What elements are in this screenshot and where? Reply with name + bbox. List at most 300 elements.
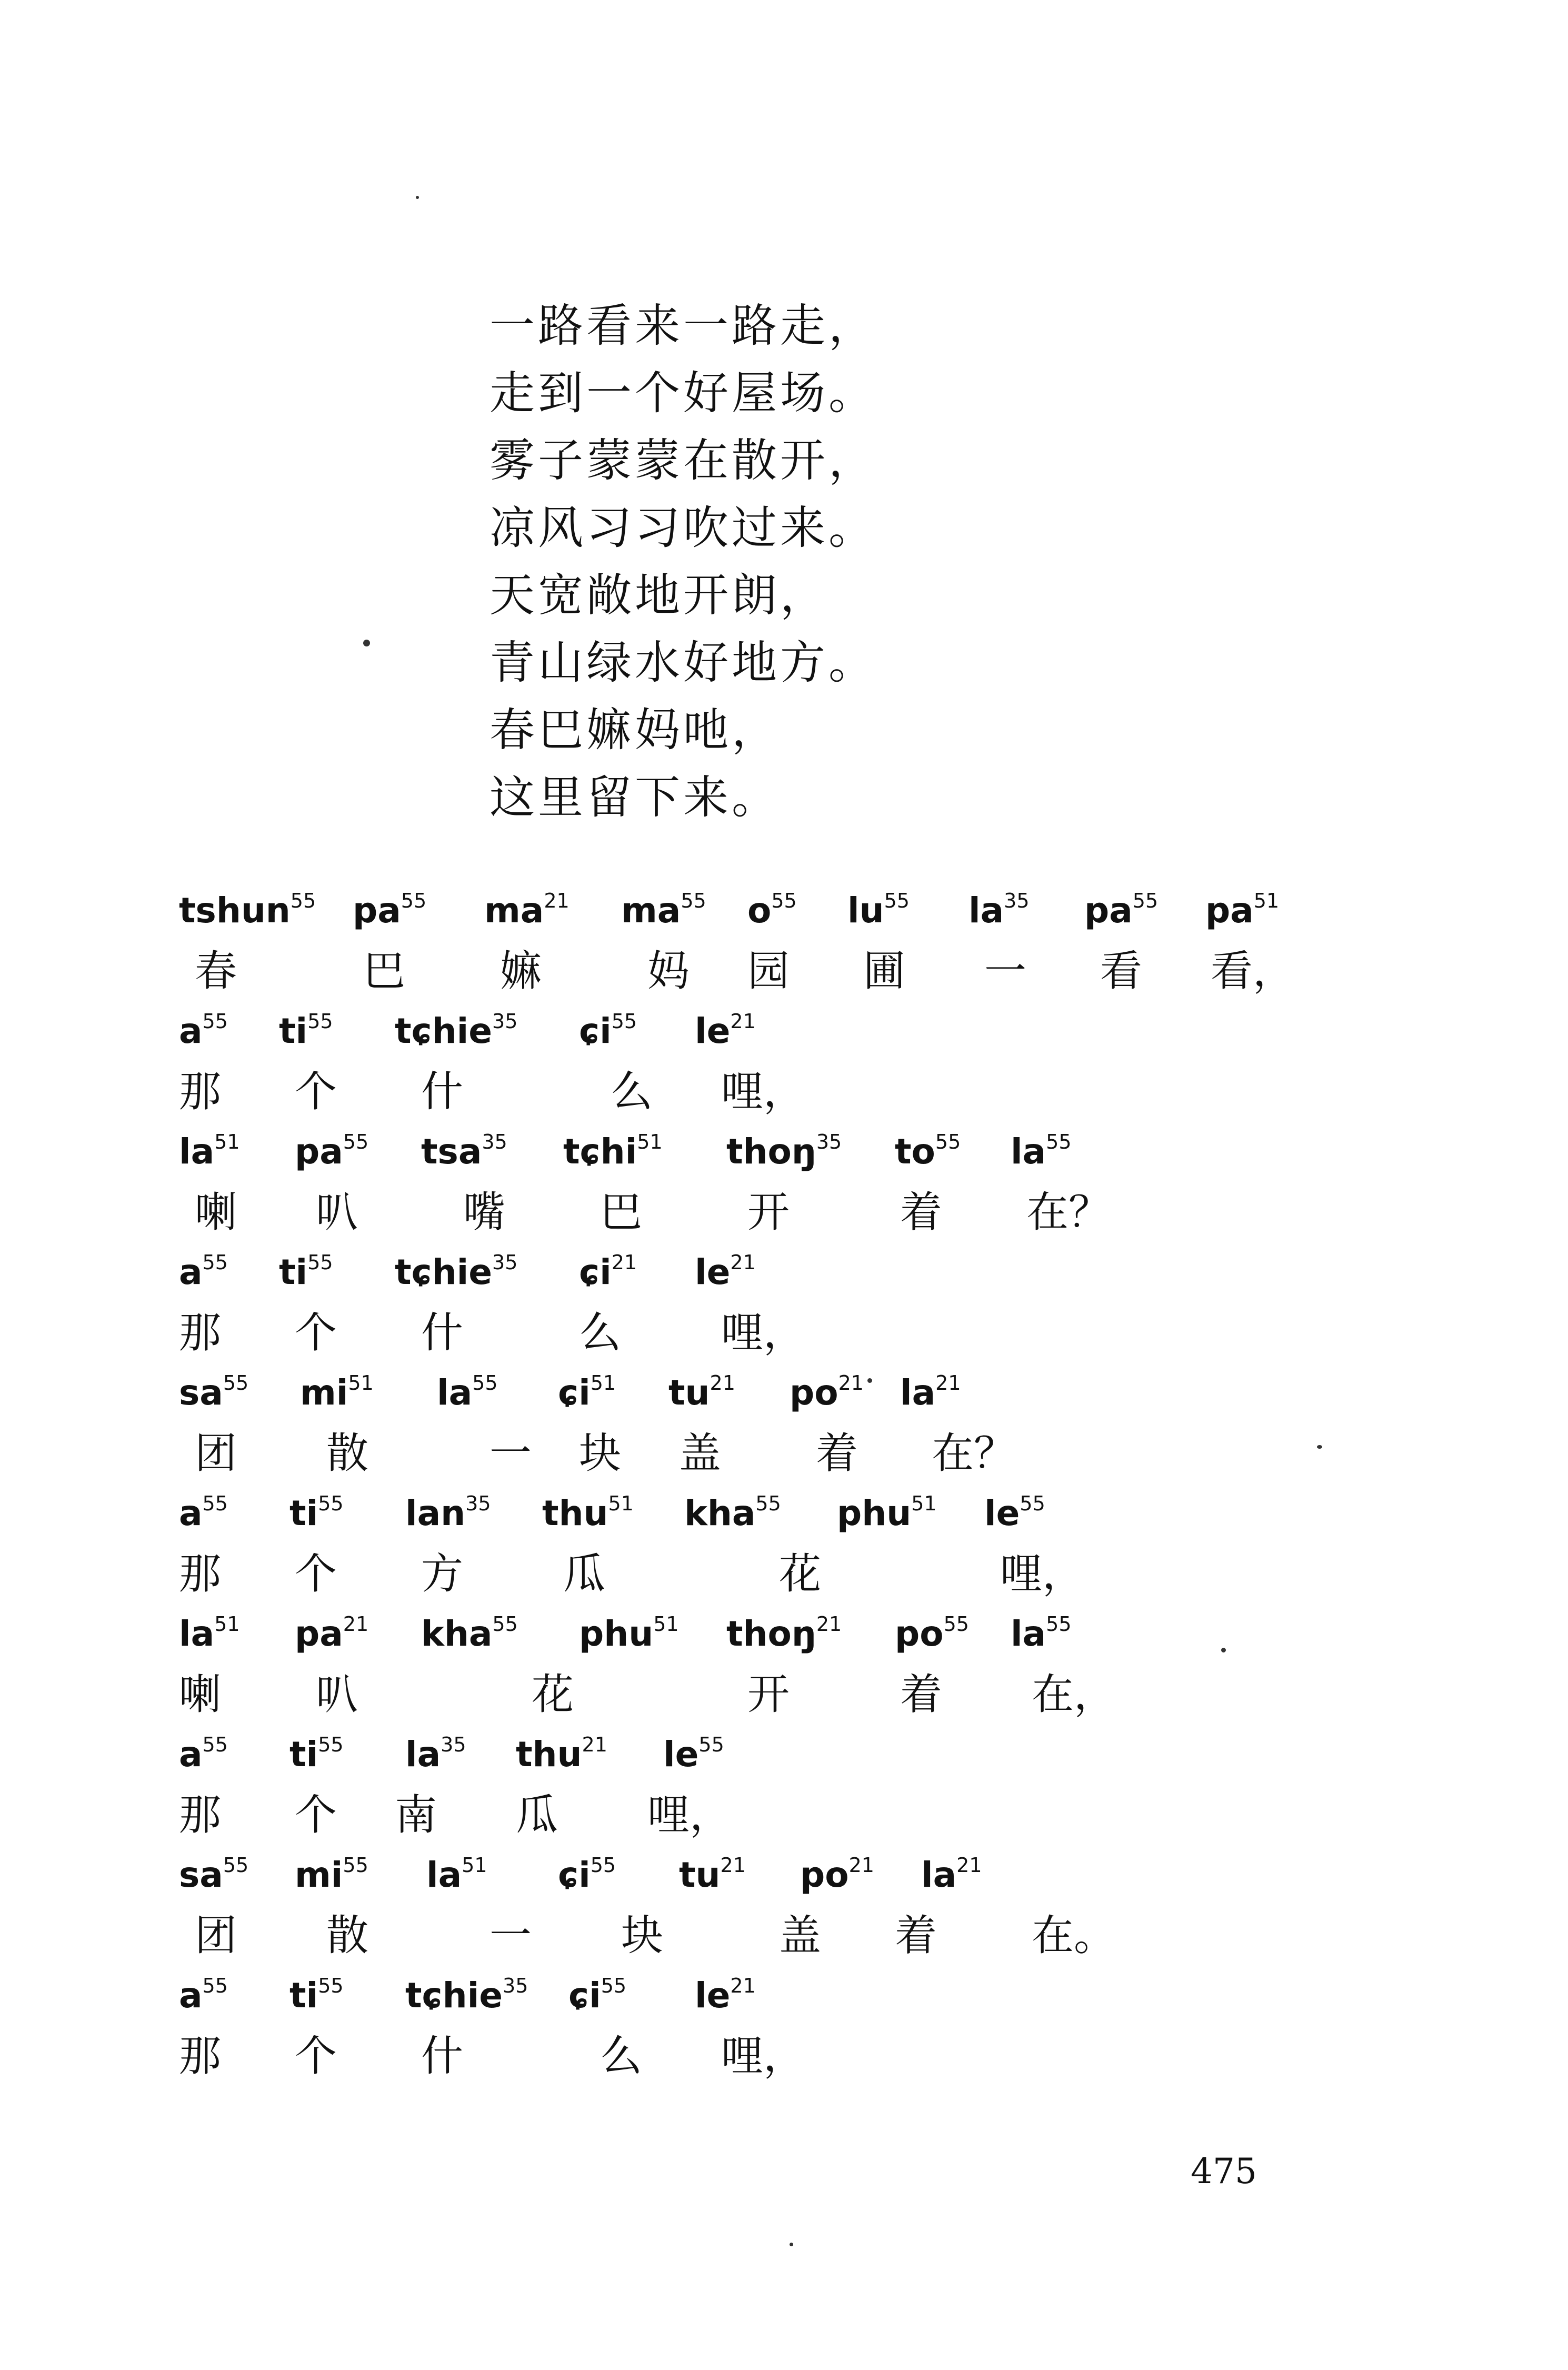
syllable — [179, 1364, 248, 1422]
syllable — [405, 1726, 466, 1784]
gloss-word: 块 — [621, 1911, 663, 1960]
scan-speck — [416, 196, 419, 199]
gloss-word: 巴 — [363, 947, 405, 995]
syllable — [684, 1485, 781, 1542]
syllable-text: a — [179, 1252, 203, 1292]
gloss-word: 什 — [421, 1308, 463, 1357]
tone-number: 55 — [935, 1130, 961, 1153]
page-number: 475 — [1191, 2151, 1257, 2192]
tone-number: 51 — [653, 1612, 679, 1636]
gloss-word: 喇 — [195, 1188, 237, 1237]
poem-line: 走到一个好屋场。 — [490, 367, 877, 420]
gloss-word: 盖 — [679, 1429, 721, 1478]
gloss-row — [179, 1364, 1363, 1485]
tone-number: 51 — [608, 1492, 634, 1515]
tone-number: 35 — [503, 1974, 528, 1997]
syllable-text: o — [747, 890, 772, 931]
chinese-gloss-line — [179, 1181, 1363, 1243]
syllable — [179, 1846, 248, 1904]
tone-number: 51 — [1253, 889, 1280, 912]
gloss-word: 嘴 — [463, 1188, 505, 1237]
syllable — [563, 1123, 663, 1181]
tone-number: 55 — [343, 1130, 369, 1153]
syllable — [484, 882, 570, 940]
phonetic-line — [179, 1726, 1363, 1784]
syllable — [847, 882, 910, 940]
syllable — [395, 1002, 517, 1060]
syllable — [895, 1123, 961, 1181]
gloss-word: 团 — [195, 1911, 237, 1960]
syllable-text: a — [179, 1734, 203, 1775]
tone-number: 35 — [482, 1130, 507, 1153]
tone-number: 21 — [730, 1010, 756, 1033]
gloss-word: 方 — [421, 1549, 463, 1598]
gloss-word: 团 — [195, 1429, 237, 1478]
gloss-word: 哩， — [1000, 1549, 1084, 1598]
gloss-word: 那 — [179, 1308, 221, 1357]
tone-number: 21 — [343, 1612, 369, 1636]
syllable-text: tshun — [179, 890, 291, 931]
gloss-word: 散 — [326, 1429, 368, 1478]
phonetic-line — [179, 1364, 1363, 1422]
tone-number: 55 — [307, 1010, 333, 1033]
syllable — [558, 1846, 616, 1904]
syllable — [289, 1485, 344, 1542]
tone-number: 55 — [611, 1010, 637, 1033]
gloss-word: 么 — [611, 1067, 653, 1116]
phonetic-line — [179, 1123, 1363, 1181]
syllable — [800, 1846, 874, 1904]
tone-number: 21 — [816, 1612, 842, 1636]
chinese-gloss-line — [179, 1422, 1363, 1485]
syllable-text: thu — [542, 1493, 608, 1533]
tone-number: 55 — [202, 1010, 228, 1033]
syllable — [900, 1364, 961, 1422]
syllable — [289, 1967, 344, 2025]
poem-line: 一路看来一路走， — [490, 300, 877, 352]
gloss-word: 在， — [1032, 1670, 1116, 1719]
gloss-word: 哩， — [721, 1308, 805, 1357]
scan-speck — [867, 1378, 872, 1383]
tone-number: 55 — [601, 1974, 627, 1997]
gloss-word: 在？ — [1026, 1188, 1111, 1237]
scan-speck — [363, 640, 370, 646]
syllable — [421, 1123, 507, 1181]
gloss-word: 开 — [747, 1188, 790, 1237]
tone-number: 55 — [1020, 1492, 1045, 1515]
gloss-word: 一 — [984, 947, 1026, 995]
syllable-text: tsa — [421, 1131, 482, 1172]
syllable — [405, 1967, 528, 2025]
syllable-text: mi — [300, 1372, 348, 1413]
syllable-text: le — [984, 1493, 1020, 1533]
gloss-word: 么 — [600, 2032, 642, 2080]
tone-number: 55 — [343, 1854, 368, 1877]
tone-number: 35 — [465, 1492, 491, 1515]
phonetic-line — [179, 1967, 1363, 2025]
gloss-word: 那 — [179, 1549, 221, 1598]
tone-number: 55 — [698, 1733, 724, 1756]
tone-number: 51 — [462, 1854, 487, 1877]
syllable — [179, 882, 316, 940]
syllable-text: pa — [1084, 890, 1133, 931]
syllable — [179, 1123, 240, 1181]
syllable — [668, 1364, 735, 1422]
gloss-word: 叭 — [316, 1670, 358, 1719]
syllable — [837, 1485, 937, 1542]
tone-number: 21 — [544, 889, 570, 912]
tone-number: 55 — [318, 1492, 344, 1515]
syllable — [790, 1364, 864, 1422]
tone-number: 35 — [1004, 889, 1030, 912]
syllable-text: tɕhi — [563, 1131, 637, 1172]
tone-number: 55 — [202, 1251, 228, 1274]
syllable — [279, 1002, 333, 1060]
syllable — [695, 1967, 756, 2025]
chinese-gloss-line — [179, 940, 1363, 1002]
gloss-word: 在。 — [1032, 1911, 1116, 1960]
syllable-text: la — [426, 1855, 462, 1895]
syllable — [663, 1726, 724, 1784]
syllable — [395, 1243, 517, 1301]
scan-speck — [1317, 1445, 1322, 1449]
syllable — [579, 1605, 679, 1663]
scan-speck — [790, 2243, 793, 2246]
syllable — [353, 882, 426, 940]
syllable-text: kha — [421, 1614, 493, 1654]
syllable-text: le — [695, 1975, 731, 2016]
gloss-word: 哩， — [721, 1067, 805, 1116]
poem-line: 天宽敞地开朗， — [490, 569, 828, 622]
tone-number: 35 — [816, 1130, 842, 1153]
syllable — [558, 1364, 616, 1422]
syllable — [695, 1243, 756, 1301]
syllable-text: a — [179, 1011, 203, 1051]
syllable — [179, 1605, 240, 1663]
syllable-text: la — [179, 1614, 215, 1654]
poem-translation — [490, 292, 877, 831]
gloss-word: 花 — [779, 1549, 821, 1598]
syllable-text: lan — [405, 1493, 466, 1533]
syllable — [179, 1967, 228, 2025]
syllable — [426, 1846, 487, 1904]
gloss-word: 那 — [179, 1790, 221, 1839]
syllable-text: thu — [516, 1734, 582, 1775]
gloss-word: 块 — [579, 1429, 621, 1478]
syllable — [542, 1485, 634, 1542]
syllable — [726, 1605, 842, 1663]
tone-number: 35 — [441, 1733, 466, 1756]
poem-line: 凉风习习吹过来。 — [490, 502, 877, 554]
syllable-text: ti — [289, 1734, 318, 1775]
tone-number: 55 — [202, 1974, 228, 1997]
syllable — [516, 1726, 607, 1784]
gloss-word: 着 — [900, 1670, 942, 1719]
tone-number: 55 — [318, 1974, 344, 1997]
gloss-word: 一 — [490, 1429, 532, 1478]
phonetic-line — [179, 1605, 1363, 1663]
syllable-text: po — [790, 1372, 838, 1413]
gloss-word: 花 — [532, 1670, 574, 1719]
syllable-text: sa — [179, 1372, 223, 1413]
gloss-word: 喇 — [179, 1670, 221, 1719]
gloss-word: 看 — [1100, 947, 1142, 995]
chinese-gloss-line — [179, 1060, 1363, 1123]
tone-number: 35 — [492, 1010, 518, 1033]
syllable — [921, 1846, 982, 1904]
tone-number: 55 — [202, 1733, 228, 1756]
chinese-gloss-line — [179, 1904, 1363, 1967]
tone-number: 55 — [401, 889, 427, 912]
poem-line: 青山绿水好地方。 — [490, 636, 877, 689]
syllable — [1205, 882, 1279, 940]
gloss-word: 巴 — [600, 1188, 642, 1237]
gloss-word: 么 — [579, 1308, 621, 1357]
gloss-word: 着 — [895, 1911, 937, 1960]
syllable-text: ɕi — [579, 1252, 612, 1292]
syllable — [579, 1243, 637, 1301]
syllable-text: sa — [179, 1855, 223, 1895]
syllable-text: ma — [621, 890, 681, 931]
tone-number: 21 — [720, 1854, 746, 1877]
phonetic-line — [179, 1002, 1363, 1060]
syllable-text: tɕhie — [405, 1975, 503, 2016]
tone-number: 51 — [590, 1371, 616, 1395]
phonetic-line — [179, 1243, 1363, 1301]
phonetic-line — [179, 882, 1363, 940]
syllable-text: tɕhie — [395, 1252, 493, 1292]
syllable-text: le — [695, 1011, 731, 1051]
gloss-word: 南 — [395, 1790, 437, 1839]
chinese-gloss-line — [179, 1663, 1363, 1726]
poem-line: 雾子蒙蒙在散开， — [490, 434, 877, 487]
syllable-text: a — [179, 1975, 203, 2016]
syllable-text: tɕhie — [395, 1011, 493, 1051]
tone-number: 21 — [730, 1974, 756, 1997]
gloss-row — [179, 1485, 1363, 1605]
gloss-word: 瓜 — [516, 1790, 558, 1839]
syllable-text: tu — [668, 1372, 710, 1413]
syllable-text: thoŋ — [726, 1131, 816, 1172]
chinese-gloss-line — [179, 1542, 1363, 1605]
syllable-text: la — [968, 890, 1004, 931]
syllable-text: ɕi — [558, 1372, 591, 1413]
gloss-word: 个 — [295, 2032, 337, 2080]
syllable — [300, 1364, 374, 1422]
tone-number: 55 — [755, 1492, 781, 1515]
syllable — [1011, 1123, 1072, 1181]
gloss-word: 个 — [295, 1790, 337, 1839]
tone-number: 55 — [1046, 1130, 1072, 1153]
gloss-word: 瓜 — [563, 1549, 605, 1598]
tone-number: 21 — [848, 1854, 874, 1877]
tone-number: 55 — [1046, 1612, 1072, 1636]
tone-number: 21 — [730, 1251, 756, 1274]
gloss-row — [179, 1243, 1363, 1364]
syllable — [405, 1485, 491, 1542]
syllable-text: to — [895, 1131, 935, 1172]
tone-number: 51 — [637, 1130, 663, 1153]
syllable — [968, 882, 1030, 940]
gloss-word: 散 — [326, 1911, 368, 1960]
gloss-row — [179, 1605, 1363, 1726]
syllable-text: pa — [295, 1131, 343, 1172]
syllable — [437, 1364, 498, 1422]
syllable — [579, 1002, 637, 1060]
gloss-row — [179, 882, 1363, 1002]
tone-number: 55 — [884, 889, 910, 912]
gloss-word: 哩， — [721, 2032, 805, 2080]
syllable-text: tu — [679, 1855, 721, 1895]
syllable-text: ti — [289, 1493, 318, 1533]
tone-number: 55 — [307, 1251, 333, 1274]
syllable-text: phu — [837, 1493, 912, 1533]
syllable-text: phu — [579, 1614, 654, 1654]
syllable — [726, 1123, 842, 1181]
syllable — [747, 882, 797, 940]
syllable-text: thoŋ — [726, 1614, 816, 1654]
tone-number: 55 — [1132, 889, 1158, 912]
gloss-word: 开 — [747, 1670, 790, 1719]
gloss-word: 什 — [421, 1067, 463, 1116]
tone-number: 21 — [710, 1371, 735, 1395]
phonetic-line — [179, 1485, 1363, 1542]
syllable-text: ti — [289, 1975, 318, 2016]
syllable — [179, 1243, 228, 1301]
gloss-word: 个 — [295, 1549, 337, 1598]
syllable — [179, 1485, 228, 1542]
syllable — [695, 1002, 756, 1060]
tone-number: 51 — [214, 1612, 240, 1636]
gloss-word: 个 — [295, 1308, 337, 1357]
tone-number: 55 — [202, 1492, 228, 1515]
syllable — [179, 1726, 228, 1784]
syllable-text: po — [895, 1614, 944, 1654]
gloss-word: 什 — [421, 2032, 463, 2080]
gloss-word: 一 — [490, 1911, 532, 1960]
syllable — [895, 1605, 969, 1663]
syllable-text: mi — [295, 1855, 343, 1895]
gloss-word: 哩， — [647, 1790, 732, 1839]
syllable-text: pa — [353, 890, 401, 931]
syllable-text: po — [800, 1855, 849, 1895]
syllable-text: pa — [295, 1614, 343, 1654]
tone-number: 21 — [935, 1371, 961, 1395]
gloss-word: 盖 — [779, 1911, 821, 1960]
gloss-word: 嫲 — [500, 947, 542, 995]
syllable-text: ɕi — [558, 1855, 591, 1895]
syllable-text: la — [437, 1372, 473, 1413]
syllable-text: la — [405, 1734, 441, 1775]
gloss-row — [179, 1123, 1363, 1243]
gloss-word: 个 — [295, 1067, 337, 1116]
syllable-text: kha — [684, 1493, 756, 1533]
syllable-text: le — [695, 1252, 731, 1292]
tone-number: 55 — [492, 1612, 518, 1636]
tone-number: 21 — [582, 1733, 607, 1756]
syllable-text: ɕi — [579, 1011, 612, 1051]
gloss-word: 着 — [816, 1429, 858, 1478]
tone-number: 55 — [590, 1854, 616, 1877]
syllable — [289, 1726, 344, 1784]
interlinear-gloss — [179, 882, 1363, 2087]
syllable-text: pa — [1205, 890, 1254, 931]
syllable — [568, 1967, 626, 2025]
tone-number: 21 — [838, 1371, 864, 1395]
chinese-gloss-line — [179, 1301, 1363, 1364]
syllable-text: la — [179, 1131, 215, 1172]
syllable-text: la — [900, 1372, 936, 1413]
phonetic-line — [179, 1846, 1363, 1904]
gloss-word: 那 — [179, 1067, 221, 1116]
syllable-text: le — [663, 1734, 699, 1775]
gloss-word: 着 — [900, 1188, 942, 1237]
gloss-row — [179, 1967, 1363, 2087]
tone-number: 55 — [681, 889, 706, 912]
tone-number: 55 — [943, 1612, 969, 1636]
syllable-text: la — [1011, 1131, 1046, 1172]
tone-number: 51 — [214, 1130, 240, 1153]
syllable-text: ti — [279, 1011, 308, 1051]
syllable-text: la — [921, 1855, 957, 1895]
syllable — [1084, 882, 1158, 940]
tone-number: 55 — [290, 889, 316, 912]
scan-speck — [1221, 1648, 1226, 1652]
syllable — [179, 1002, 228, 1060]
gloss-word: 园 — [747, 947, 790, 995]
syllable-text: a — [179, 1493, 203, 1533]
gloss-word: 那 — [179, 2032, 221, 2080]
gloss-row — [179, 1846, 1363, 1967]
tone-number: 21 — [611, 1251, 637, 1274]
tone-number: 55 — [771, 889, 797, 912]
tone-number: 55 — [223, 1854, 249, 1877]
syllable — [421, 1605, 518, 1663]
chinese-gloss-line — [179, 2025, 1363, 2087]
tone-number: 55 — [472, 1371, 498, 1395]
tone-number: 35 — [492, 1251, 518, 1274]
syllable-text: ti — [279, 1252, 308, 1292]
syllable — [1011, 1605, 1072, 1663]
syllable-text: la — [1011, 1614, 1046, 1654]
chinese-gloss-line — [179, 1784, 1363, 1846]
gloss-row — [179, 1726, 1363, 1846]
tone-number: 55 — [223, 1371, 249, 1395]
tone-number: 51 — [348, 1371, 374, 1395]
syllable — [295, 1123, 368, 1181]
syllable — [295, 1605, 368, 1663]
poem-line: 春巴嫲妈吔， — [490, 704, 780, 756]
syllable-text: lu — [847, 890, 884, 931]
syllable — [295, 1846, 368, 1904]
gloss-word: 妈 — [647, 947, 690, 995]
syllable-text: ɕi — [568, 1975, 601, 2016]
syllable — [984, 1485, 1045, 1542]
gloss-word: 在？ — [932, 1429, 1016, 1478]
gloss-word: 看， — [1211, 947, 1295, 995]
gloss-word: 春 — [195, 947, 237, 995]
tone-number: 21 — [956, 1854, 982, 1877]
gloss-word: 叭 — [316, 1188, 358, 1237]
tone-number: 55 — [318, 1733, 344, 1756]
syllable — [621, 882, 706, 940]
syllable — [279, 1243, 333, 1301]
poem-line: 这里留下来。 — [490, 771, 780, 824]
syllable — [679, 1846, 746, 1904]
gloss-word: 圃 — [863, 947, 905, 995]
syllable-text: ma — [484, 890, 544, 931]
tone-number: 51 — [911, 1492, 937, 1515]
